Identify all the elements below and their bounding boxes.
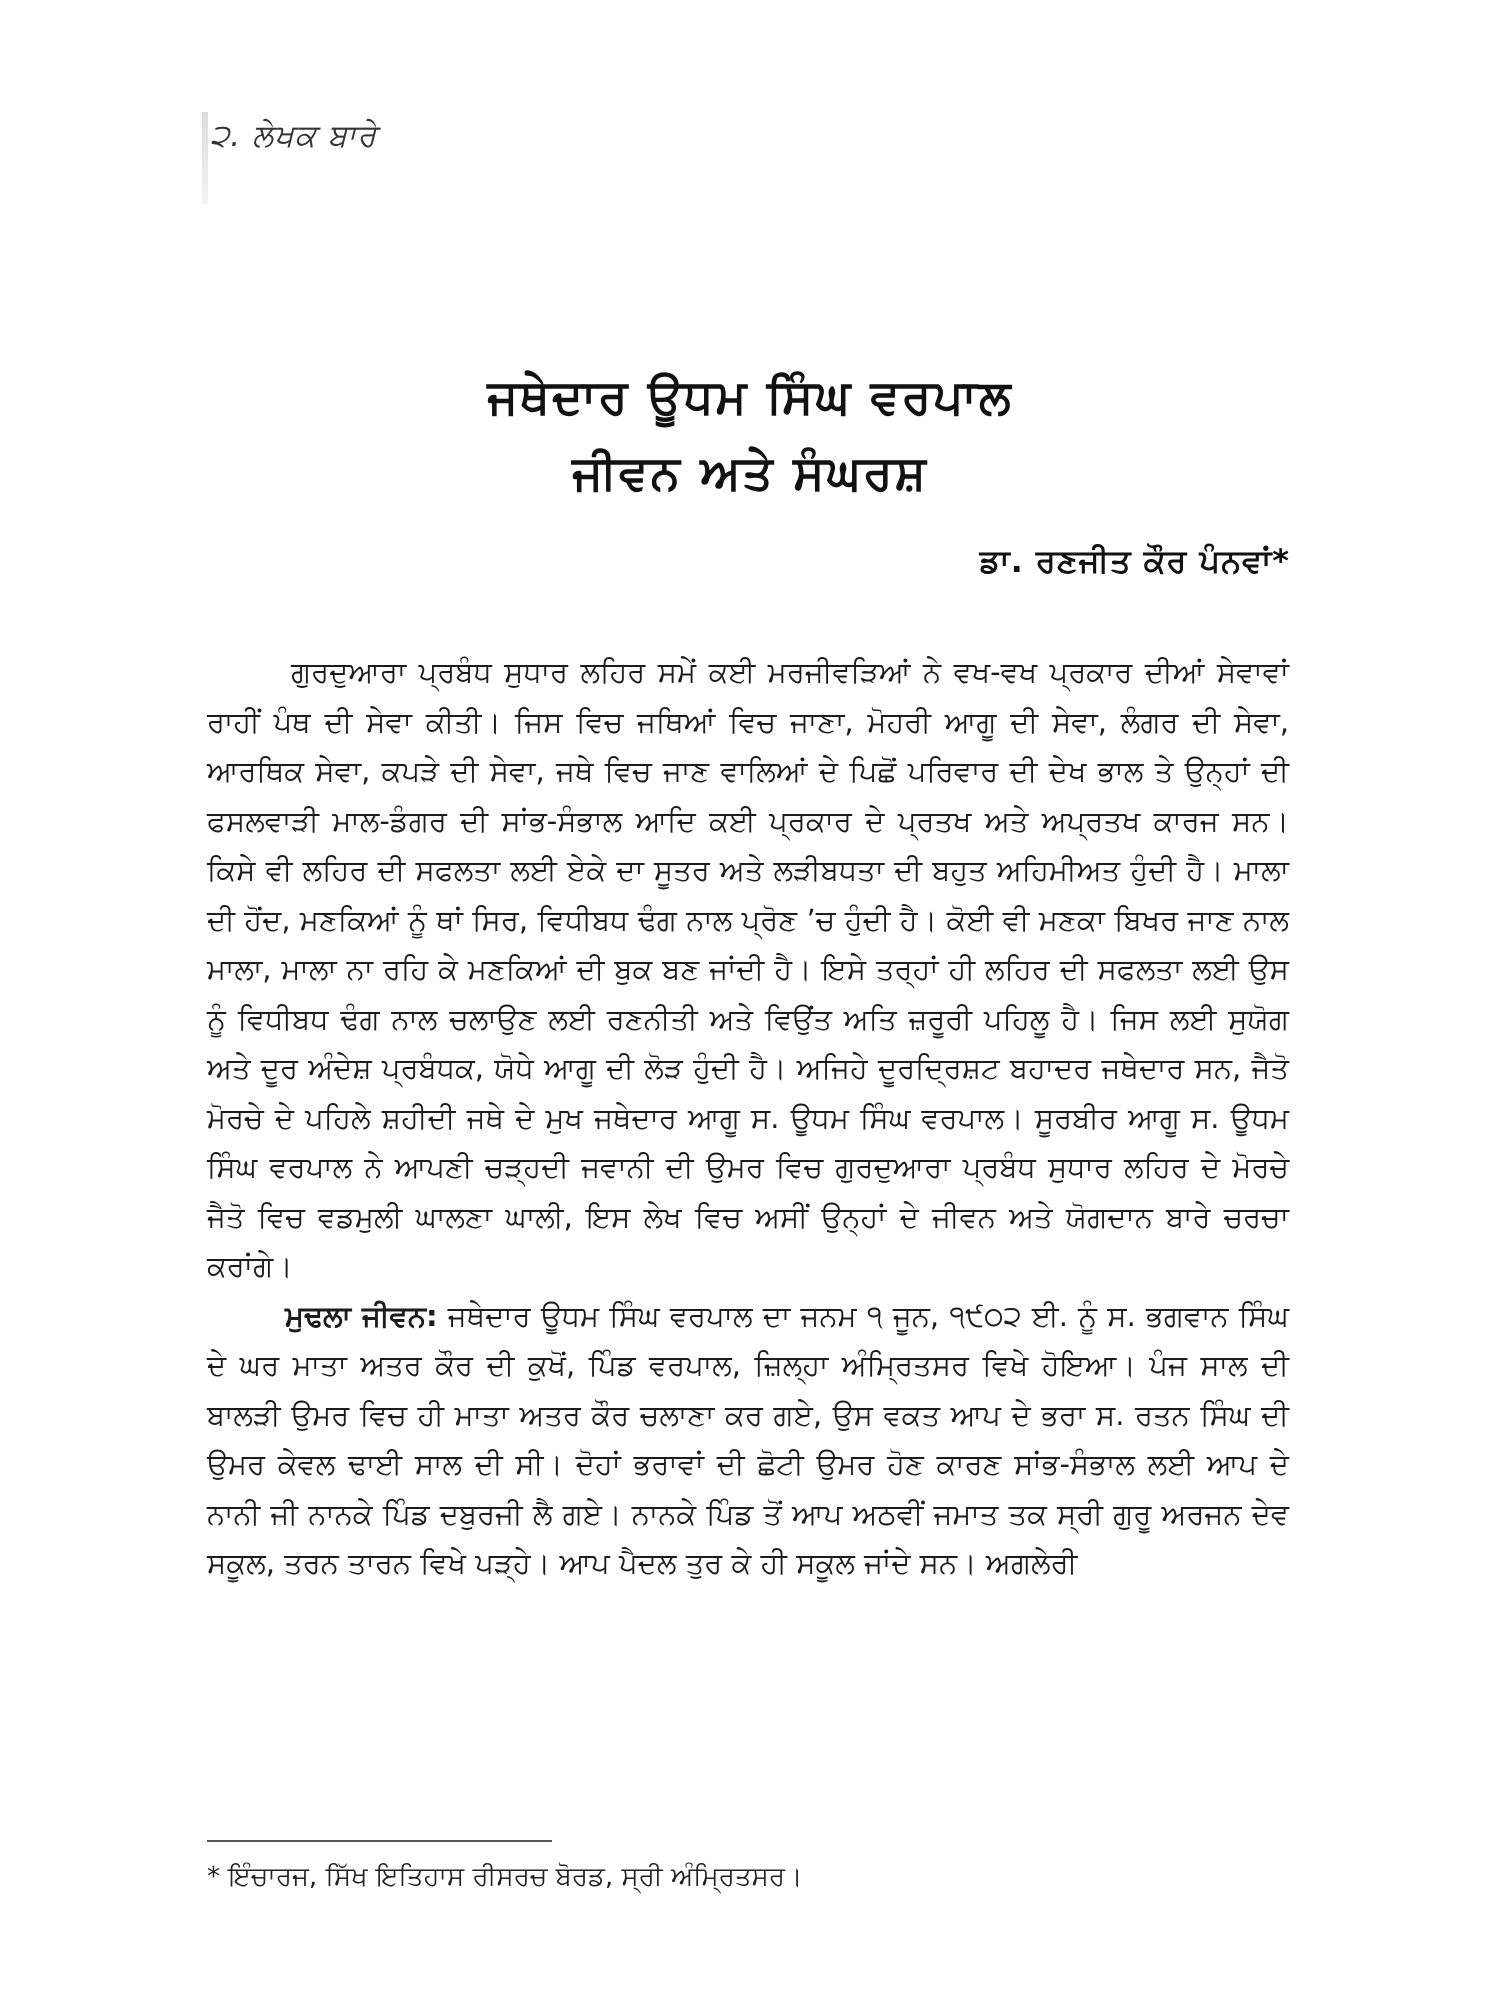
section-lead: ਮੁਢਲਾ ਜੀਵਨ: xyxy=(285,1298,438,1333)
author-name: ਡਾ. ਰਣਜੀਤ ਕੌਰ ਪੰਨਵਾਂ* xyxy=(979,542,1290,580)
running-header: ੨. ਲੇਖਕ ਬਾਰੇ xyxy=(210,118,378,154)
page-edge-mark xyxy=(202,112,208,204)
paragraph-early-life-text: ਜਥੇਦਾਰ ਊਧਮ ਸਿੰਘ ਵਰਪਾਲ ਦਾ ਜਨਮ ੧ ਜੂਨ, ੧੯੦੨ ਈ. ਨੂੰ ਸ. ਭਗਵਾਨ ਸਿੰਘ ਦੇ ਘਰ ਮਾਤਾ ਅਤਰ ਕੌਰ ਦੀ ਕੁਖੋਂ, ਪਿੰਡ ਵਰਪਾਲ, ਜ਼ਿਲ੍ਹਾ ਅੰਮ੍ਰਿਤਸਰ ਵਿਖੇ ਹੋਇਆ। ਪੰਜ ਸਾਲ ਦੀ ਬਾਲੜੀ ਉਮਰ ਵਿਚ ਹੀ ਮਾਤਾ ਅਤਰ ਕੌਰ ਚਲਾਣਾ ਕਰ ਗਏ, ਉਸ ਵਕਤ ਆਪ ਦੇ ਭਰਾ ਸ. ਰਤਨ ਸਿੰਘ ਦੀ ਉਮਰ ਕੇਵਲ ਢਾਈ ਸਾਲ ਦੀ ਸੀ। ਦੋਹਾਂ ਭਰਾਵਾਂ ਦੀ ਛੋਟੀ ਉਮਰ ਹੋਣ ਕਾਰਣ ਸਾਂਭ-ਸੰਭਾਲ ਲਈ ਆਪ ਦੇ ਨਾਨੀ ਜੀ ਨਾਨਕੇ ਪਿੰਡ ਦਬੁਰਜੀ ਲੈ ਗਏ। ਨਾਨਕੇ ਪਿੰਡ ਤੋਂ ਆਪ ਅਠਵੀਂ ਜਮਾਤ ਤਕ ਸ੍ਰੀ ਗੁਰੂ ਅਰਜਨ ਦੇਵ ਸਕੂਲ, ਤਰਨ ਤਾਰਨ ਵਿਖੇ ਪੜ੍ਹੇ। ਆਪ ਪੈਦਲ ਤੁਰ ਕੇ ਹੀ ਸਕੂਲ ਜਾਂਦੇ ਸਨ। ਅਗਲੇਰੀ xyxy=(207,1298,1290,1580)
paragraph-intro: ਗੁਰਦੁਆਰਾ ਪ੍ਰਬੰਧ ਸੁਧਾਰ ਲਹਿਰ ਸਮੇਂ ਕਈ ਮਰਜੀਵੜਿਆਂ ਨੇ ਵਖ-ਵਖ ਪ੍ਰਕਾਰ ਦੀਆਂ ਸੇਵਾਵਾਂ ਰਾਹੀਂ ਪੰਥ ਦੀ ਸੇਵਾ ਕੀਤੀ। ਜਿਸ ਵਿਚ ਜਥਿਆਂ ਵਿਚ ਜਾਣਾ, ਮੋਹਰੀ ਆਗੂ ਦੀ ਸੇਵਾ, ਲੰਗਰ ਦੀ ਸੇਵਾ, ਆਰਥਿਕ ਸੇਵਾ, ਕਪੜੇ ਦੀ ਸੇਵਾ, ਜਥੇ ਵਿਚ ਜਾਣ ਵਾਲਿਆਂ ਦੇ ਪਿਛੋਂ ਪਰਿਵਾਰ ਦੀ ਦੇਖ ਭਾਲ ਤੇ ਉਨ੍ਹਾਂ ਦੀ ਫਸਲਵਾੜੀ ਮਾਲ-ਡੰਗਰ ਦੀ ਸਾਂਭ-ਸੰਭਾਲ ਆਦਿ ਕਈ ਪ੍ਰਕਾਰ ਦੇ ਪ੍ਰਤਖ ਅਤੇ ਅਪ੍ਰਤਖ ਕਾਰਜ ਸਨ। ਕਿਸੇ ਵੀ ਲਹਿਰ ਦੀ ਸਫਲਤਾ ਲਈ ਏਕੇ ਦਾ ਸੂਤਰ ਅਤੇ ਲੜੀਬਧਤਾ ਦੀ ਬਹੁਤ ਅਹਿਮੀਅਤ ਹੁੰਦੀ ਹੈ। ਮਾਲਾ ਦੀ ਹੋਂਦ, ਮਣਕਿਆਂ ਨੂੰ ਥਾਂ ਸਿਰ, ਵਿਧੀਬਧ ਢੰਗ ਨਾਲ ਪ੍ਰੋਣ ’ਚ ਹੁੰਦੀ ਹੈ। ਕੋਈ ਵੀ ਮਣਕਾ ਬਿਖਰ ਜਾਣ ਨਾਲ ਮਾਲਾ, ਮਾਲਾ ਨਾ ਰਹਿ ਕੇ ਮਣਕਿਆਂ ਦੀ ਬੁਕ ਬਣ ਜਾਂਦੀ ਹੈ। ਇਸੇ ਤਰ੍ਹਾਂ ਹੀ ਲਹਿਰ ਦੀ ਸਫਲਤਾ ਲਈ ਉਸ ਨੂੰ ਵਿਧੀਬਧ ਢੰਗ ਨਾਲ ਚਲਾਉਣ ਲਈ ਰਣਨੀਤੀ ਅਤੇ ਵਿਉਂਤ ਅਤਿ ਜ਼ਰੂਰੀ ਪਹਿਲੂ ਹੈ। ਜਿਸ ਲਈ ਸੁਯੋਗ ਅਤੇ ਦੂਰ ਅੰਦੇਸ਼ ਪ੍ਰਬੰਧਕ, ਯੋਧੇ ਆਗੂ ਦੀ ਲੋੜ ਹੁੰਦੀ ਹੈ। ਅਜਿਹੇ ਦੂਰਦ੍ਰਿਸ਼ਟ ਬਹਾਦਰ ਜਥੇਦਾਰ ਸਨ, ਜੈਤੋ ਮੋਰਚੇ ਦੇ ਪਹਿਲੇ ਸ਼ਹੀਦੀ ਜਥੇ ਦੇ ਮੁਖ ਜਥੇਦਾਰ ਆਗੂ ਸ. ਊਧਮ ਸਿੰਘ ਵਰਪਾਲ। ਸੂਰਬੀਰ ਆਗੂ ਸ. ਊਧਮ ਸਿੰਘ ਵਰਪਾਲ ਨੇ ਆਪਣੀ ਚੜ੍ਹਦੀ ਜਵਾਨੀ ਦੀ ਉਮਰ ਵਿਚ ਗੁਰਦੁਆਰਾ ਪ੍ਰਬੰਧ ਸੁਧਾਰ ਲਹਿਰ ਦੇ ਮੋਰਚੇ ਜੈਤੋ ਵਿਚ ਵਡਮੁਲੀ ਘਾਲਣਾ ਘਾਲੀ, ਇਸ ਲੇਖ ਵਿਚ ਅਸੀਂ ਉਨ੍ਹਾਂ ਦੇ ਜੀਵਨ ਅਤੇ ਯੋਗਦਾਨ ਬਾਰੇ ਚਰਚਾ ਕਰਾਂਗੇ। xyxy=(207,655,1289,1283)
article-title xyxy=(0,360,1500,512)
paragraph-early-life xyxy=(207,1292,1289,1589)
footnote: * ਇੰਚਾਰਜ, ਸਿੱਖ ਇਤਿਹਾਸ ਰੀਸਰਚ ਬੋਰਡ, ਸ੍ਰੀ ਅੰਮ੍ਰਿਤਸਰ। xyxy=(207,1862,803,1892)
footnote-divider xyxy=(207,1840,552,1842)
article-body xyxy=(207,648,1289,1589)
title-line-1: ਜਥੇਦਾਰ ਊਧਮ ਸਿੰਘ ਵਰਪਾਲ xyxy=(487,370,1013,425)
title-line-2: ਜੀਵਨ ਅਤੇ ਸੰਘਰਸ਼ xyxy=(572,446,928,501)
